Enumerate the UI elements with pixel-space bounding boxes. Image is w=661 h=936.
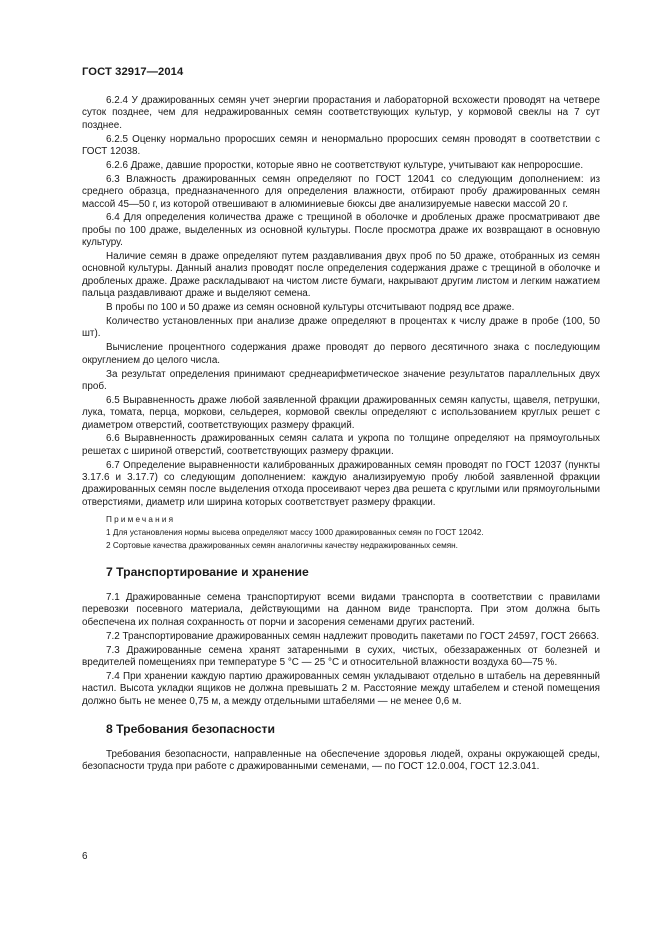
section-7-heading: 7 Транспортирование и хранение	[106, 565, 309, 580]
paragraph-7-1: 7.1 Дражированные семена транспортируют всеми видами транспорта в соответствии с правилами перевозки посевного материала, действующими на данном виде транспорта. При этом должна быть обеспечена их полная сохранность от порчи и засорения семенами других растений.	[82, 592, 600, 628]
section-6-body	[82, 95, 600, 551]
paragraph: Количество установленных при анализе драже определяют в процентах к числу драже в пробе (100, 50 шт).	[82, 316, 600, 340]
paragraph-6-4: 6.4 Для определения количества драже с трещиной в оболочке и дробленых драже просматривают две пробы по 100 драже, выделенных из основной культуры. После просмотра драже их возвращают в основную культуру.	[82, 212, 600, 249]
paragraph-6-3: 6.3 Влажность дражированных семян определяют по ГОСТ 12041 со следующим дополнением: из среднего образца, предназначенного для определения влажности, отбирают пробу дражированных семян массой 45—50 г, из которой отвешивают в алюминиевые бюксы две анализируемые навески массой 20 г.	[82, 173, 600, 210]
paragraph-6-2-4: 6.2.4 У дражированных семян учет энергии прорастания и лабораторной всхожести проводят на четвере суток позднее, чем для недражированных семян соответствующих культур, у кормовой свеклы на 7 сут позднее.	[82, 95, 600, 131]
paragraph-6-7: 6.7 Определение выравненности калиброванных дражированных семян проводят по ГОСТ 12037 (пункты 3.17.6 и 3.17.7) со следующим дополнением: каждую анализируемую пробу любой заявленной фракции дражированных семян после выделения отхода просеивают через два решета с круглыми или прямоугольными отверстиями, диаметр или ширина которых соответствует размеру фракции.	[82, 459, 600, 508]
notes-block	[82, 515, 600, 551]
paragraph: В пробы по 100 и 50 драже из семян основной культуры отсчитывают подряд все драже.	[106, 302, 515, 314]
section-7-body	[82, 592, 600, 708]
paragraph-7-4: 7.4 При хранении каждую партию дражированных семян укладывают отдельно в штабель на деревянный настил. Высота укладки ящиков не должна превышать 2 м. Расстояние между штабелем и стеной помещения должно быть не менее 0,75 м, а между отдельными штабелями — не менее 0,6 м.	[82, 670, 600, 707]
paragraph-7-2: 7.2 Транспортирование дражированных семян надлежит проводить пакетами по ГОСТ 24597, ГОСТ 26663.	[106, 630, 600, 642]
document-header: ГОСТ 32917—2014	[82, 66, 184, 78]
section-8-heading: 8 Требования безопасности	[106, 722, 275, 736]
notes-title: Примечания	[106, 515, 176, 525]
paragraph-6-2-5: 6.2.5 Оценку нормально проросших семян и ненормально проросших семян проводят в соответствии с ГОСТ 12038.	[82, 133, 600, 157]
paragraph: Вычисление процентного содержания драже проводят до первого десятичного знака с последующим округлением до целого числа.	[82, 342, 600, 366]
page-body	[82, 95, 600, 775]
paragraph-6-2-6: 6.2.6 Драже, давшие проростки, которые явно не соответствуют культуре, учитывают как непроросшие.	[106, 159, 584, 171]
page-number: 6	[82, 851, 88, 862]
paragraph-6-5: 6.5 Выравненность драже любой заявленной фракции дражированных семян капусты, щавеля, петрушки, лука, томата, перца, моркови, сельдерея, кормовой свеклы определяют с использованием круглых решет с диаметром отверстий, соответствующих размеру фракций.	[82, 394, 600, 431]
paragraph: За результат определения принимают среднеарифметическое значение результатов параллельных двух проб.	[82, 368, 600, 392]
paragraph: Наличие семян в драже определяют путем раздавливания двух проб по 50 драже, отобранных из семян основной культуры. Данный анализ проводят после определения содержания драже с трещиной в оболочке и дробленых драже. Драже раскладывают на чистом листе бумаги, накрывают другим листом и легким нажатием пальца раздавливают драже и выделяют семена.	[82, 251, 600, 300]
paragraph-8: Требования безопасности, направленные на обеспечение здоровья людей, охраны окружающей среды, безопасности труда при работе с дражированными семенами, — по ГОСТ 12.0.004, ГОСТ 12.3.041.	[82, 749, 600, 773]
paragraph-7-3: 7.3 Дражированные семена хранят затаренными в сухих, чистых, обеззараженных от болезней и вредителей помещениях при температуре 5 °С — 25 °С и относительной влажности воздуха 60—75 %.	[82, 644, 600, 669]
section-8-body	[82, 749, 600, 774]
note-item: 2 Сортовые качества дражированных семян аналогичны качеству недражированных семян.	[106, 541, 458, 551]
paragraph-6-6: 6.6 Выравненность дражированных семян салата и укропа по толщине определяют на прямоугольных решетах с шириной отверстий, соответствующих размеру фракции.	[82, 433, 600, 457]
note-item: 1 Для установления нормы высева определяют массу 1000 дражированных семян по ГОСТ 12042.	[106, 528, 484, 538]
